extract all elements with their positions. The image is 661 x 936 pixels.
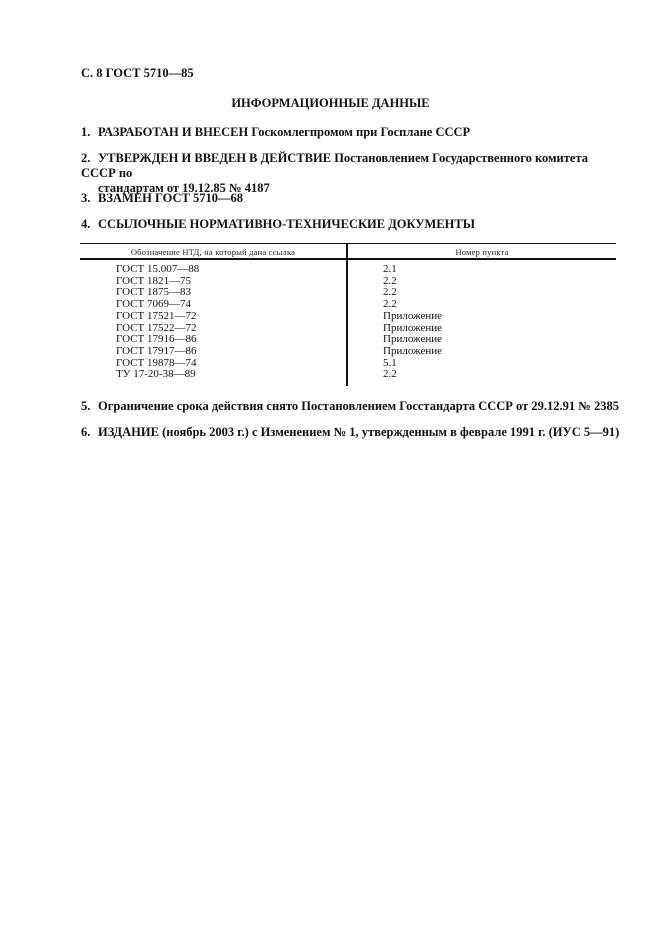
- table-cell: ГОСТ 19878—74: [116, 356, 197, 369]
- item-number: 1.: [81, 125, 91, 139]
- table-top-rule: [80, 243, 616, 244]
- item-lead: РАЗРАБОТАН И ВНЕСЕН: [98, 125, 249, 139]
- item-number: 6.: [81, 425, 91, 439]
- table-cell: Приложение: [383, 344, 443, 357]
- item-lead: ИЗДАНИЕ: [98, 425, 159, 439]
- item-text: Ограничение срока действия снято Постановлением Госстандарта СССР от 29.12.91 № 2385: [98, 399, 619, 413]
- table-cell: ГОСТ 17521—72: [116, 309, 197, 322]
- table-cell: ГОСТ 15.007—88: [116, 263, 200, 275]
- item-number: 5.: [81, 399, 91, 413]
- table-cell: ГОСТ 1821—75: [116, 274, 191, 287]
- item-text: Госкомлегпромом при Госплане СССР: [248, 125, 471, 139]
- table-cell: ГОСТ 17916—86: [116, 333, 197, 346]
- item-continuation: стандартам от 19.12.85 № 4187: [98, 181, 270, 195]
- table-header-clause: Номер пункта: [455, 247, 509, 257]
- item-number: 4.: [81, 217, 91, 231]
- table-cell: 2.2: [383, 286, 397, 299]
- item-number: 2.: [81, 151, 91, 165]
- item-number: 3.: [81, 191, 91, 205]
- table-cell: ГОСТ 17522—72: [116, 321, 197, 334]
- table-cell: 2.2: [383, 274, 397, 287]
- item-lead: ВЗАМЕН ГОСТ 5710—68: [98, 191, 243, 205]
- table-column-divider: [346, 243, 348, 386]
- item-text: (ноябрь 2003 г.) с Изменением № 1, утвержденным в феврале 1991 г. (ИУС 5—91): [158, 425, 620, 439]
- table-header-rule: [80, 258, 616, 260]
- table-cell: ГОСТ 7069—74: [116, 298, 191, 311]
- info-item-2: [81, 151, 621, 196]
- page-header: С. 8 ГОСТ 5710—85: [81, 66, 194, 80]
- info-item-6: [81, 425, 621, 440]
- section-title: ИНФОРМАЦИОННЫЕ ДАННЫЕ: [231, 96, 430, 110]
- table-cell: 2.2: [383, 298, 397, 311]
- table-cell: Приложение: [383, 309, 443, 322]
- table-column-ntd: [116, 264, 199, 381]
- info-item-4: [81, 217, 621, 232]
- table-cell: 5.1: [383, 356, 397, 369]
- info-item-1: [81, 125, 621, 140]
- table-header-ntd: Обозначение НТД, на который дана ссылка: [130, 247, 296, 257]
- item-lead: ССЫЛОЧНЫЕ НОРМАТИВНО-ТЕХНИЧЕСКИЕ ДОКУМЕНТЫ: [98, 217, 475, 231]
- table-cell: Приложение: [383, 333, 443, 346]
- item-lead: УТВЕРЖДЕН И ВВЕДЕН В ДЕЙСТВИЕ: [98, 151, 332, 165]
- table-cell: Приложение: [383, 321, 443, 334]
- info-item-5: [81, 399, 621, 414]
- table-cell: ТУ 17-20-38—89: [116, 368, 196, 381]
- table-column-clause: [383, 264, 442, 381]
- table-cell: 2.1: [383, 263, 397, 275]
- item-text: Постановлением Государственного комитета СССР по: [81, 151, 588, 180]
- table-cell: ГОСТ 1875—83: [116, 286, 191, 299]
- info-item-3: [81, 191, 621, 206]
- table-cell: ГОСТ 17917—86: [116, 344, 197, 357]
- table-cell: 2.2: [383, 368, 397, 381]
